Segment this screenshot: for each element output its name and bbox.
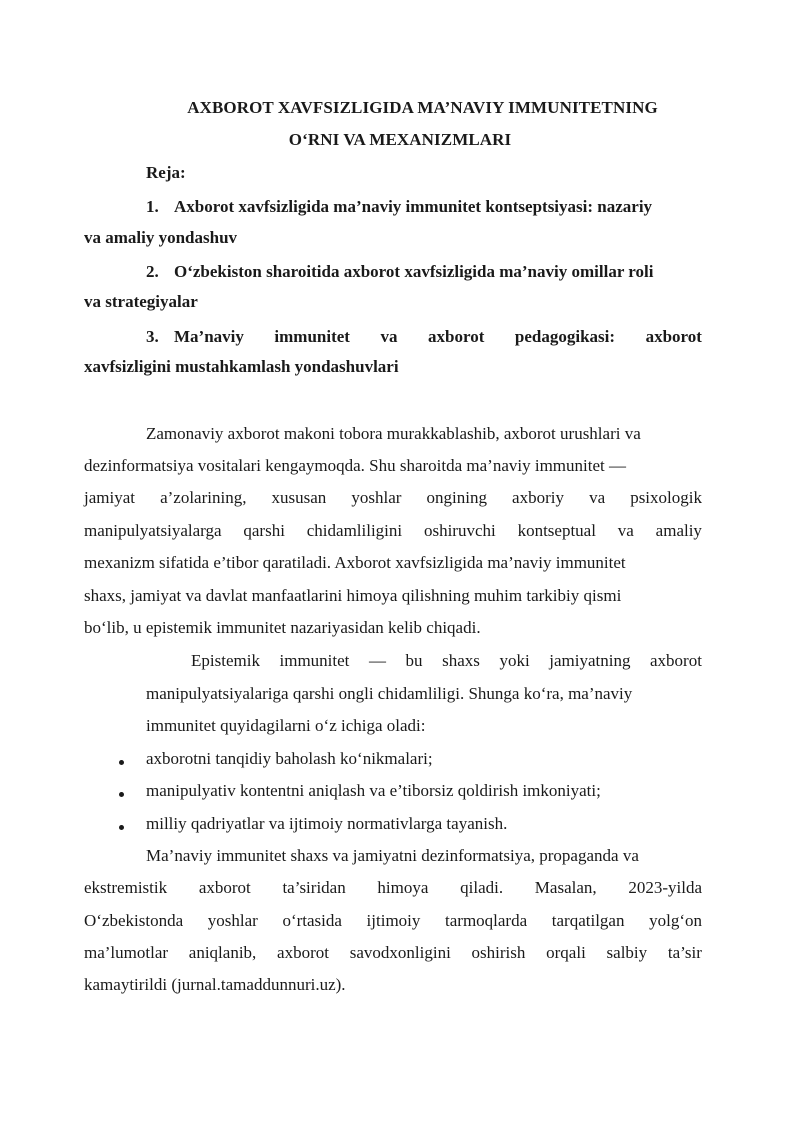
word: a’zolarining,: [160, 488, 247, 507]
paragraph-1-line: [84, 488, 702, 508]
paragraph-1-line: shaxs, jamiyat va davlat manfaatlarini himoya qilishning muhim tarkibiy qismi: [84, 586, 622, 605]
plan-item-3-line-1: [174, 327, 702, 347]
word: immunitet: [279, 651, 350, 670]
word: yoshlar: [207, 911, 258, 930]
word: kontseptual: [517, 521, 596, 540]
word: jamiyatning: [549, 651, 631, 670]
plan-item-3-word: immunitet: [274, 327, 350, 346]
plan-item-3-line-2: xavfsizligini mustahkamlash yondashuvlari: [84, 357, 399, 376]
word: xususan: [271, 488, 327, 507]
paragraph-3-line: Ma’naviy immunitet shaxs va jamiyatni dezinformatsiya, propaganda va: [146, 846, 639, 865]
doc-title-line-1: AXBOROT XAVFSIZLIGIDA MA’NAVIY IMMUNITETNING: [187, 98, 658, 117]
word: orqali: [546, 943, 586, 962]
word: savodxonligini: [349, 943, 451, 962]
word: axborot: [277, 943, 329, 962]
plan-item-3-word: axborot: [645, 327, 702, 346]
plan-item-1-line-1: Axborot xavfsizligida ma’naviy immunitet kontseptsiyasi: nazariy: [174, 197, 653, 216]
paragraph-1-line: mexanizm sifatida e’tibor qaratiladi. Axborot xavfsizligida ma’naviy immunitet: [84, 553, 626, 572]
paragraph-3-line: [84, 911, 702, 931]
word: yoki: [499, 651, 530, 670]
word: ijtimoiy: [366, 911, 421, 930]
word: jamiyat: [84, 488, 135, 507]
plan-label: Reja:: [146, 163, 186, 182]
paragraph-2-line: [191, 651, 702, 671]
word: himoya: [377, 878, 429, 897]
word: o‘rtasida: [282, 911, 342, 930]
bullet-item: axborotni tanqidiy baholash ko‘nikmalari;: [146, 749, 433, 768]
word: aniqlanib,: [188, 943, 257, 962]
word: O‘zbekistonda: [84, 911, 184, 930]
plan-item-1-line-2: va amaliy yondashuv: [84, 228, 238, 247]
plan-item-3-word: va: [380, 327, 398, 346]
word: salbiy: [606, 943, 648, 962]
plan-item-3-word: pedagogikasi:: [514, 327, 616, 346]
word: manipulyatsiyalarga: [84, 521, 222, 540]
plan-item-2-line-1: O‘zbekiston sharoitida axborot xavfsizligida ma’naviy omillar roli: [174, 262, 654, 281]
plan-item-2-line-2: va strategiyalar: [84, 292, 198, 311]
bullet-item: milliy qadriyatlar va ijtimoiy normativlarga tayanish.: [146, 814, 508, 833]
plan-item-3-word: axborot: [428, 327, 485, 346]
plan-item-3-word: Ma’naviy: [174, 327, 244, 346]
word: ta’siridan: [282, 878, 346, 897]
paragraph-3-line: kamaytirildi (jurnal.tamaddunnuri.uz).: [84, 975, 346, 994]
word: Masalan,: [534, 878, 597, 897]
doc-title-line-2: O‘RNI VA MEXANIZMLARI: [288, 130, 512, 149]
bullet-icon: [119, 760, 124, 765]
word: qarshi: [243, 521, 285, 540]
word: axborot: [650, 651, 702, 670]
bullet-item: manipulyativ kontentni aniqlash va e’tiborsiz qoldirish imkoniyati;: [146, 781, 601, 800]
word: psixologik: [630, 488, 702, 507]
word: oshiruvchi: [423, 521, 496, 540]
bullet-icon: [119, 792, 124, 797]
word: amaliy: [655, 521, 702, 540]
word: ma’lumotlar: [84, 943, 169, 962]
word: bu: [405, 651, 423, 670]
plan-item-1-number: 1.: [146, 197, 159, 216]
word: axboriy: [512, 488, 564, 507]
word: ta’sir: [667, 943, 702, 962]
word: chidamliligini: [306, 521, 403, 540]
word: Epistemik: [191, 651, 260, 670]
word: axborot: [198, 878, 251, 897]
paragraph-2-line: immunitet quyidagilarni o‘z ichiga oladi:: [146, 716, 426, 735]
plan-item-3-number: 3.: [146, 327, 159, 346]
word: shaxs: [442, 651, 480, 670]
word: va: [589, 488, 606, 507]
word: tarmoqlarda: [445, 911, 528, 930]
word: yoshlar: [351, 488, 402, 507]
bullet-icon: [119, 825, 124, 830]
word: oshirish: [471, 943, 526, 962]
word: ekstremistik: [84, 878, 168, 897]
paragraph-1-line: bo‘lib, u epistemik immunitet nazariyasidan kelib chiqadi.: [84, 618, 481, 637]
plan-item-2-number: 2.: [146, 262, 159, 281]
paragraph-3-line: [84, 943, 702, 963]
paragraph-2-line: manipulyatsiyalariga qarshi ongli chidamliligi. Shunga ko‘ra, ma’naviy: [146, 684, 633, 703]
word: —: [368, 651, 386, 670]
paragraph-1-line: dezinformatsiya vositalari kengaymoqda. Shu sharoitda ma’naviy immunitet —: [84, 456, 626, 475]
word: ongining: [426, 488, 487, 507]
word: va: [617, 521, 634, 540]
word: tarqatilgan: [551, 911, 625, 930]
paragraph-3-line: [84, 878, 702, 898]
paragraph-1-line: Zamonaviy axborot makoni tobora murakkablashib, axborot urushlari va: [146, 424, 641, 443]
paragraph-1-line: [84, 521, 702, 541]
word: 2023-yilda: [628, 878, 702, 897]
word: yolg‘on: [649, 911, 702, 930]
word: qiladi.: [460, 878, 504, 897]
